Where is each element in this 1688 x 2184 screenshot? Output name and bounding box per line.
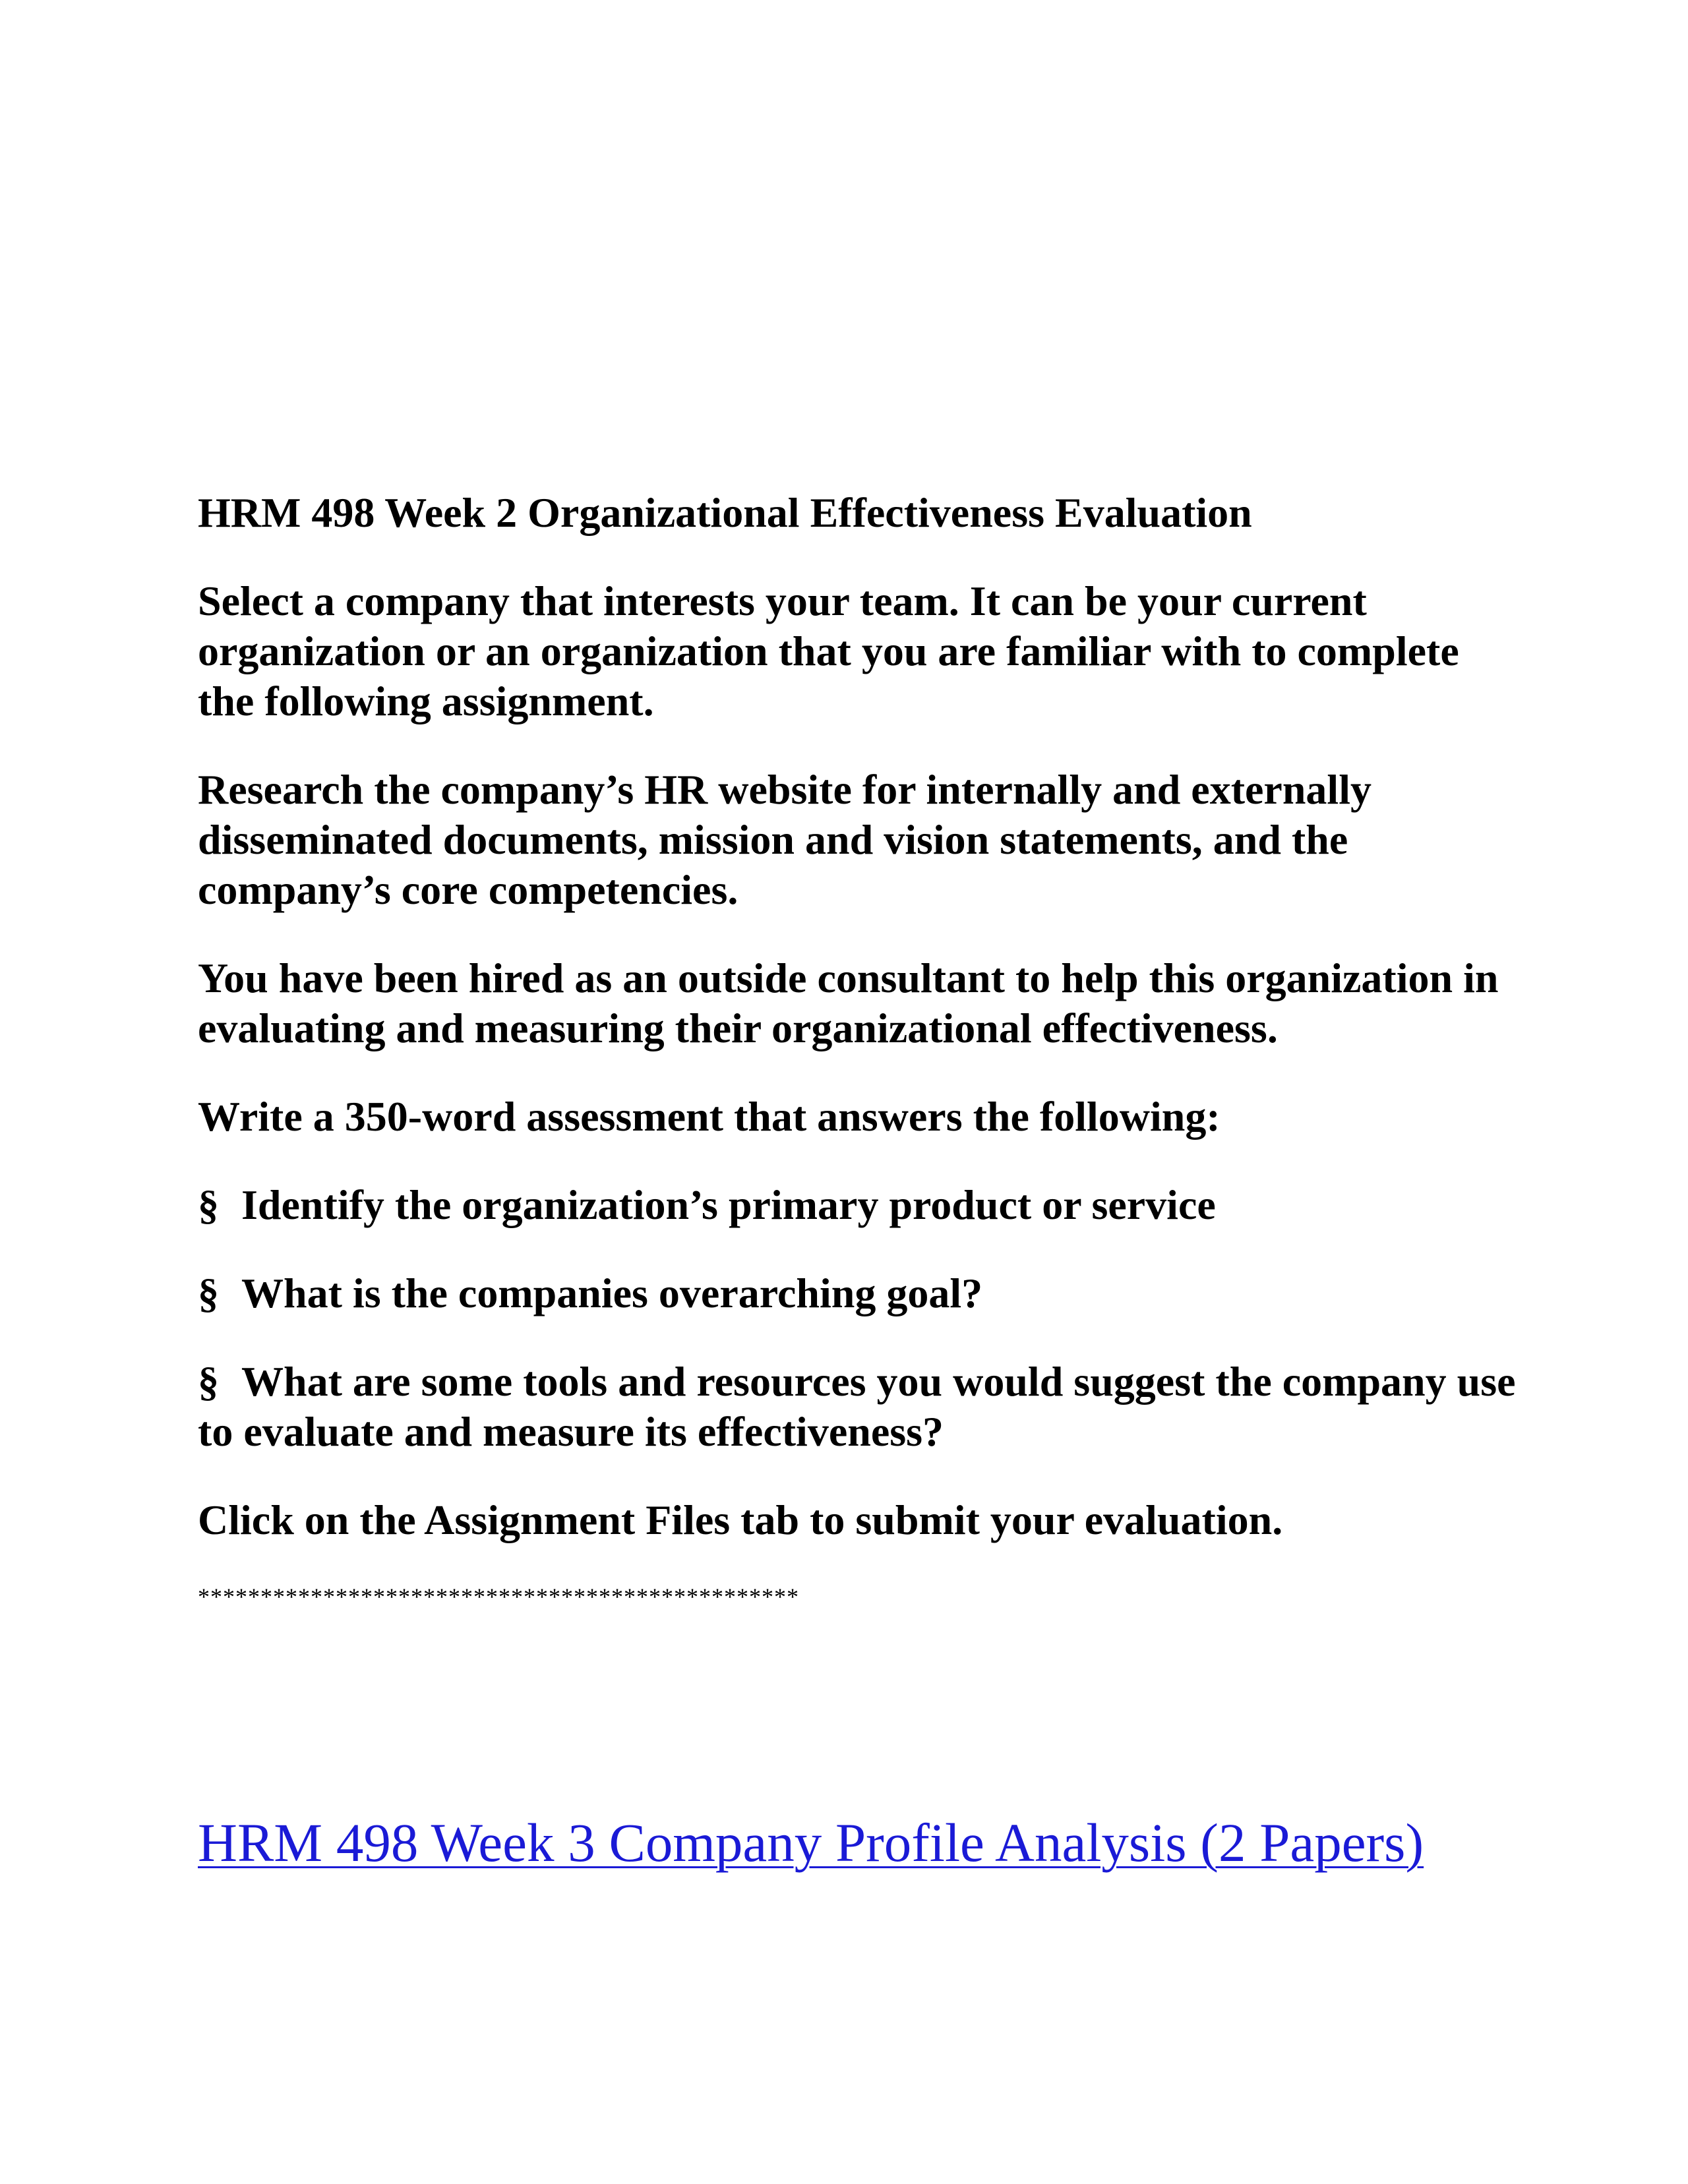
bullet-item — [198, 1180, 1517, 1230]
closing-instruction: Click on the Assignment Files tab to submit your evaluation. — [198, 1496, 1283, 1543]
bullet-text: Identify the organization’s primary product or service — [241, 1181, 1216, 1228]
bullet-text: What are some tools and resources you would suggest the company use to evaluate and measure its effectiveness? — [198, 1358, 1516, 1455]
bullet-item — [198, 1268, 1517, 1318]
section-sign-icon: § — [198, 1270, 219, 1316]
paragraph-consultant: You have been hired as an outside consultant to help this organization in evaluating and measuring their organizational effectiveness. — [198, 955, 1499, 1051]
bullet-item — [198, 1357, 1517, 1457]
bullet-text: What is the companies overarching goal? — [241, 1270, 983, 1316]
paragraph-select-company: Select a company that interests your team. It can be your current organization or an organization that you are familiar with to complete the following assignment. — [198, 577, 1459, 724]
separator-line: ************************************************ — [198, 1583, 799, 1610]
paragraph-research: Research the company’s HR website for internally and externally disseminated documents, mission and vision statements, and the company’s core competencies. — [198, 766, 1372, 913]
section-sign-icon: § — [198, 1358, 219, 1405]
section-sign-icon: § — [198, 1181, 219, 1228]
assignment-title: HRM 498 Week 2 Organizational Effectiveness Evaluation — [198, 489, 1252, 536]
paragraph-write-assessment: Write a 350-word assessment that answers the following: — [198, 1093, 1221, 1140]
next-assignment-link[interactable]: HRM 498 Week 3 Company Profile Analysis (2 Papers) — [198, 1812, 1424, 1873]
document-body — [198, 488, 1517, 1610]
